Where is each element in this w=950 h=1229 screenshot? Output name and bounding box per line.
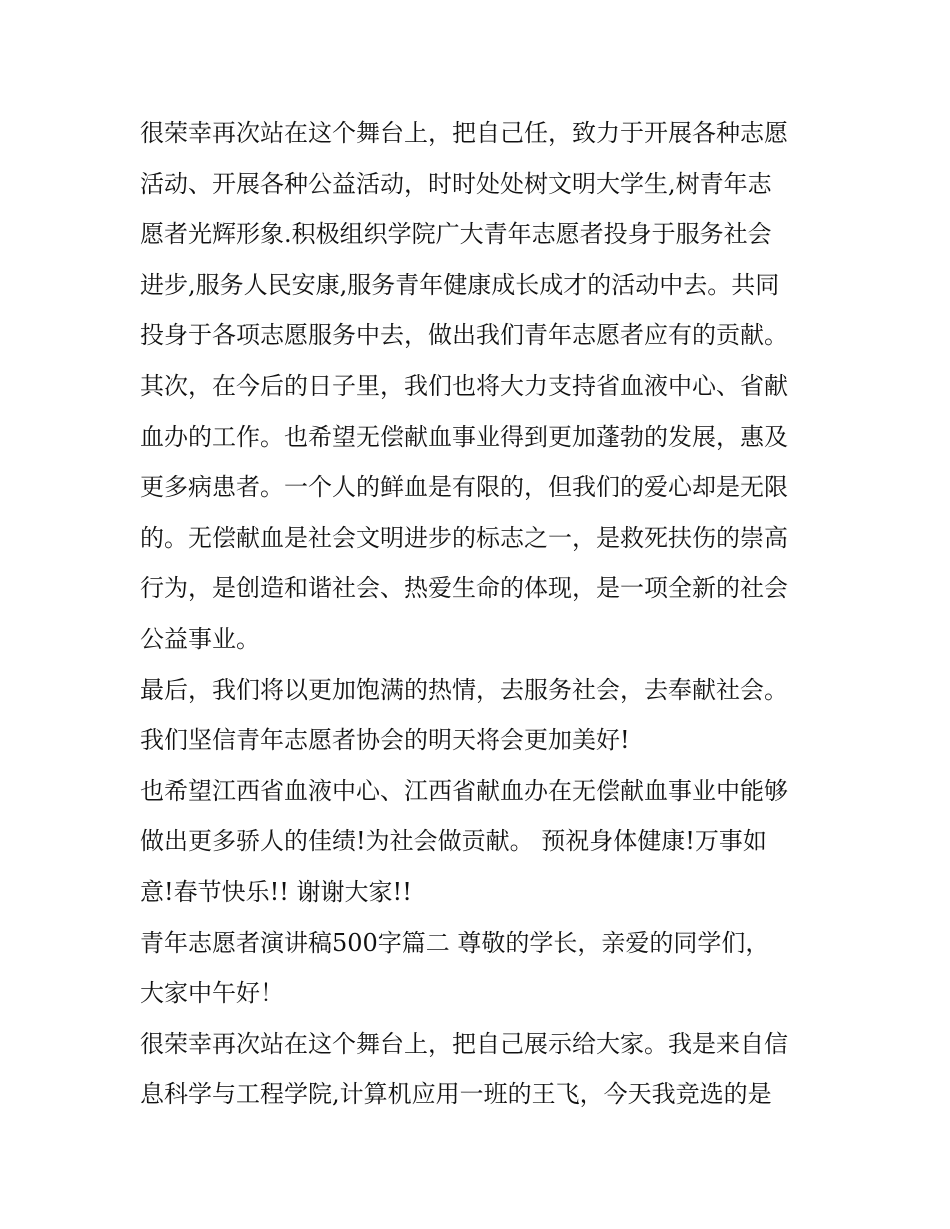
text-line: 意!春节快乐!! 谢谢大家!! (140, 877, 412, 906)
text-line: 公益事业。 (140, 624, 260, 653)
text-line: 愿者光辉形象.积极组织学院广大青年志愿者投身于服务社会 (140, 220, 772, 249)
document-body (140, 108, 820, 1120)
text-line: 很荣幸再次站在这个舞台上，把自己任，致力于开展各种志愿 (140, 119, 788, 147)
text-line: 更多病患者。一个人的鲜血是有限的，但我们的爱心却是无限 (140, 473, 788, 502)
text-line: 我们坚信青年志愿者协会的明天将会更加美好! (140, 726, 630, 755)
text-line: 息科学与工程学院,计算机应用一班的王飞，今天我竞选的是 (140, 1080, 772, 1109)
text-line: 大家中午好！ (140, 979, 284, 1008)
text-line: 其次，在今后的日子里，我们也将大力支持省血液中心、省献 (140, 371, 788, 400)
text-line: 很荣幸再次站在这个舞台上，把自己展示给大家。我是来自信 (140, 1029, 788, 1058)
text-line: 活动、开展各种公益活动，时时处处树文明大学生,树青年志 (140, 169, 772, 198)
text-line: 行为，是创造和谐社会、热爱生命的体现，是一项全新的社会 (140, 574, 788, 603)
text-line: 进步,服务人民安康,服务青年健康成长成才的活动中去。共同 (140, 270, 780, 299)
text-line: 青年志愿者演讲稿500字篇二 尊敬的学长，亲爱的同学们， (140, 928, 770, 957)
text-line: 血办的工作。也希望无偿献血事业得到更加蓬勃的发展，惠及 (140, 422, 788, 451)
text-line: 投身于各项志愿服务中去，做出我们青年志愿者应有的贡献。 (140, 321, 788, 350)
text-line: 也希望江西省血液中心、江西省献血办在无偿献血事业中能够 (140, 776, 788, 805)
text-line: 的。无偿献血是社会文明进步的标志之一，是救死扶伤的崇高 (140, 523, 788, 552)
text-line: 最后，我们将以更加饱满的热情，去服务社会，去奉献社会。 (140, 675, 788, 704)
text-line: 做出更多骄人的佳绩!为社会做贡献。 预祝身体健康!万事如 (140, 827, 767, 856)
